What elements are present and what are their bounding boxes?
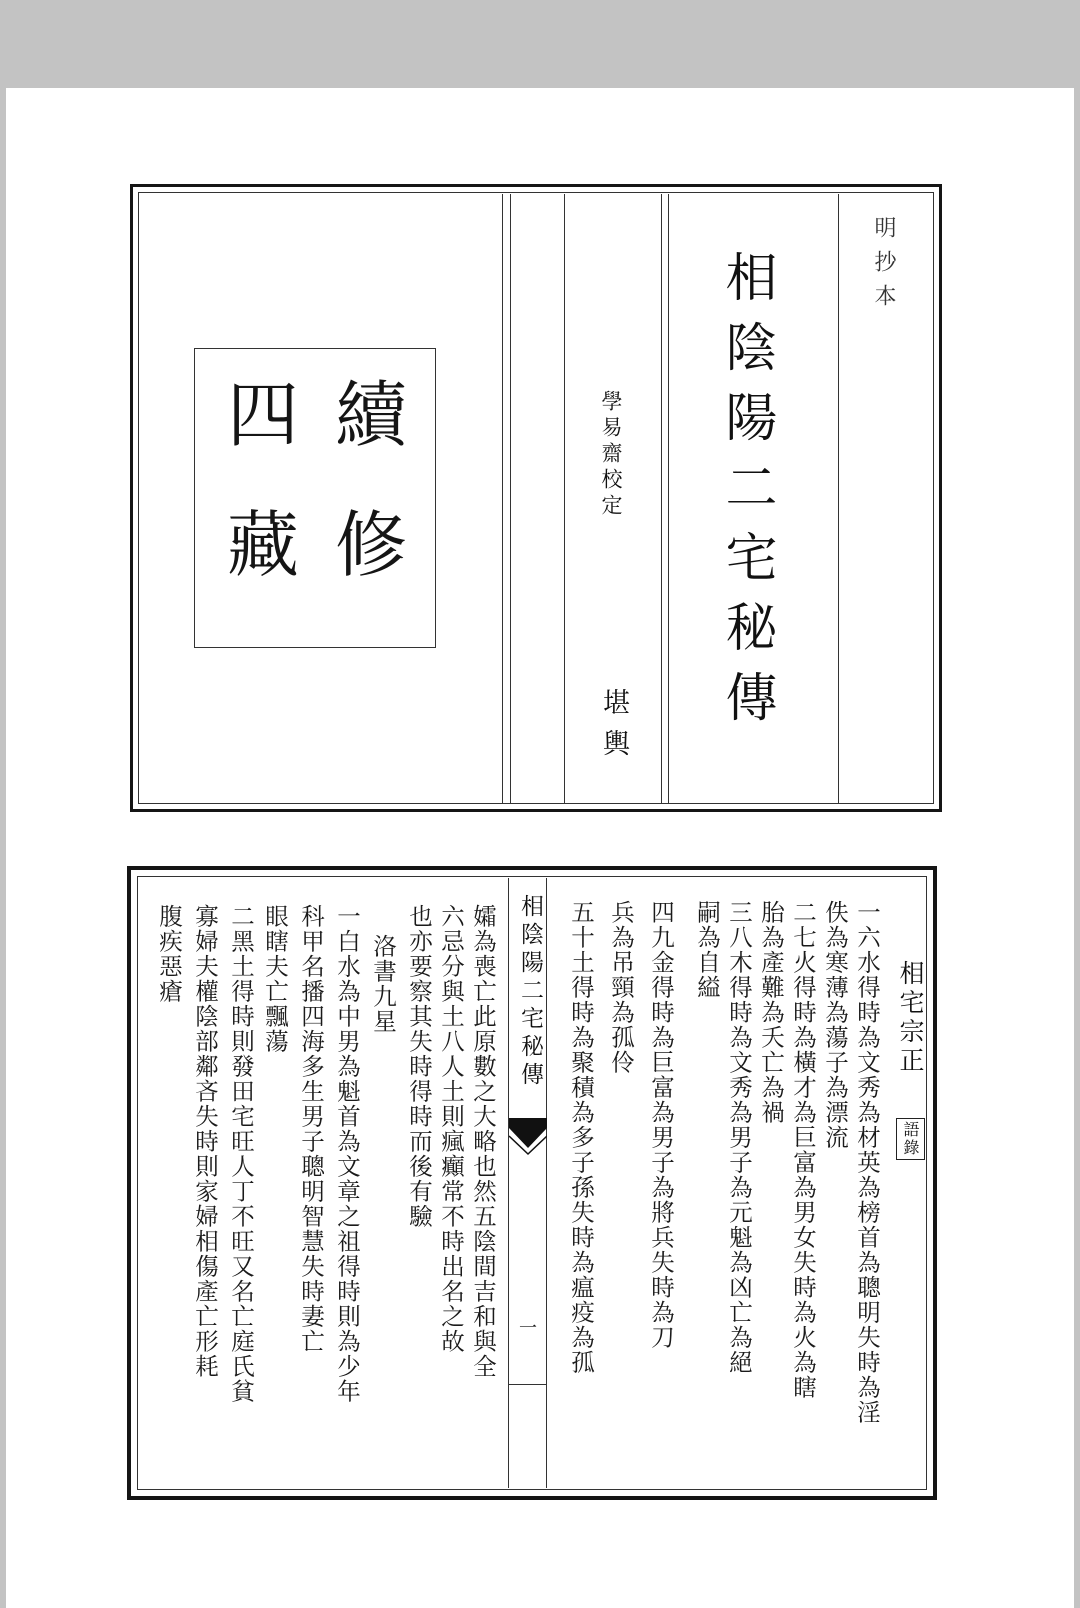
seal-char: 續	[334, 373, 407, 457]
text-column: 三八木得時為文秀為男子為元魁為凶亡為絕	[725, 900, 753, 1375]
spine-rule	[508, 878, 509, 1488]
column-rule	[661, 194, 662, 803]
text-column: 一六水得時為文秀為材英為榜首為聰明失時為淫	[853, 900, 881, 1425]
seal-char: 四	[226, 373, 299, 457]
text-column: 五十土得時為聚積為多子孫失時為瘟疫為孤	[567, 900, 595, 1375]
text-column: 佚為寒薄為蕩子為漂流	[821, 900, 849, 1150]
text-column: 四九金得時為巨富為男子為將兵失時為刀	[647, 900, 675, 1350]
seal-char: 修	[334, 503, 407, 587]
fish-tail-mark	[509, 1118, 547, 1158]
column-rule	[838, 194, 839, 803]
text-column: 兵為吊頸為孤伶	[607, 900, 635, 1075]
editor-label: 學易齋校定	[599, 390, 623, 520]
book-title: 相陰陽二宅秘傳	[716, 250, 776, 740]
text-column: 二黑土得時則發田宅旺人丁不旺又名亡庭氏貧	[227, 904, 255, 1404]
text-column: 科甲名播四海多生男子聰明智慧失時妻亡	[297, 904, 325, 1354]
seal-char: 藏	[226, 503, 299, 587]
column-rule	[502, 194, 503, 803]
text-column: 寡婦夫權陰部鄰吝失時則家婦相傷產亡形耗	[191, 904, 219, 1379]
text-column: 眼瞎夫亡飄蕩	[261, 904, 289, 1054]
edition-label: 明抄本	[871, 216, 896, 318]
page-number: 一	[519, 1318, 537, 1339]
text-column: 嗣為自縊	[693, 900, 721, 1000]
column-rule	[668, 194, 669, 803]
heading-seal: 語錄	[896, 1118, 925, 1160]
text-column: 一白水為中男為魁首為文章之祖得時則為少年	[333, 904, 361, 1404]
spine-divider	[509, 1384, 547, 1385]
text-column: 孀為喪亡此原數之大略也然五陰間吉和與全	[469, 904, 497, 1379]
text-column: 六忌分與土八人土則瘋癲常不時出名之故	[437, 904, 465, 1354]
text-column: 胎為產難為夭亡為禍	[757, 900, 785, 1125]
text-column: 二七火得時為橫才為巨富為男女失時為火為瞎	[789, 900, 817, 1400]
text-column: 也亦要察其失時得時而後有驗	[405, 904, 433, 1229]
column-rule	[564, 194, 565, 803]
spine-title: 相陰陽二宅秘傳	[517, 894, 543, 1090]
category-label: 堪輿	[598, 688, 629, 770]
section-subheading: 洛書九星	[369, 934, 397, 1034]
text-column: 腹疾惡瘡	[155, 904, 183, 1004]
section-heading: 相宅宗正	[896, 960, 925, 1076]
page	[6, 88, 1074, 1608]
collection-seal	[194, 348, 436, 648]
column-rule	[510, 194, 511, 803]
